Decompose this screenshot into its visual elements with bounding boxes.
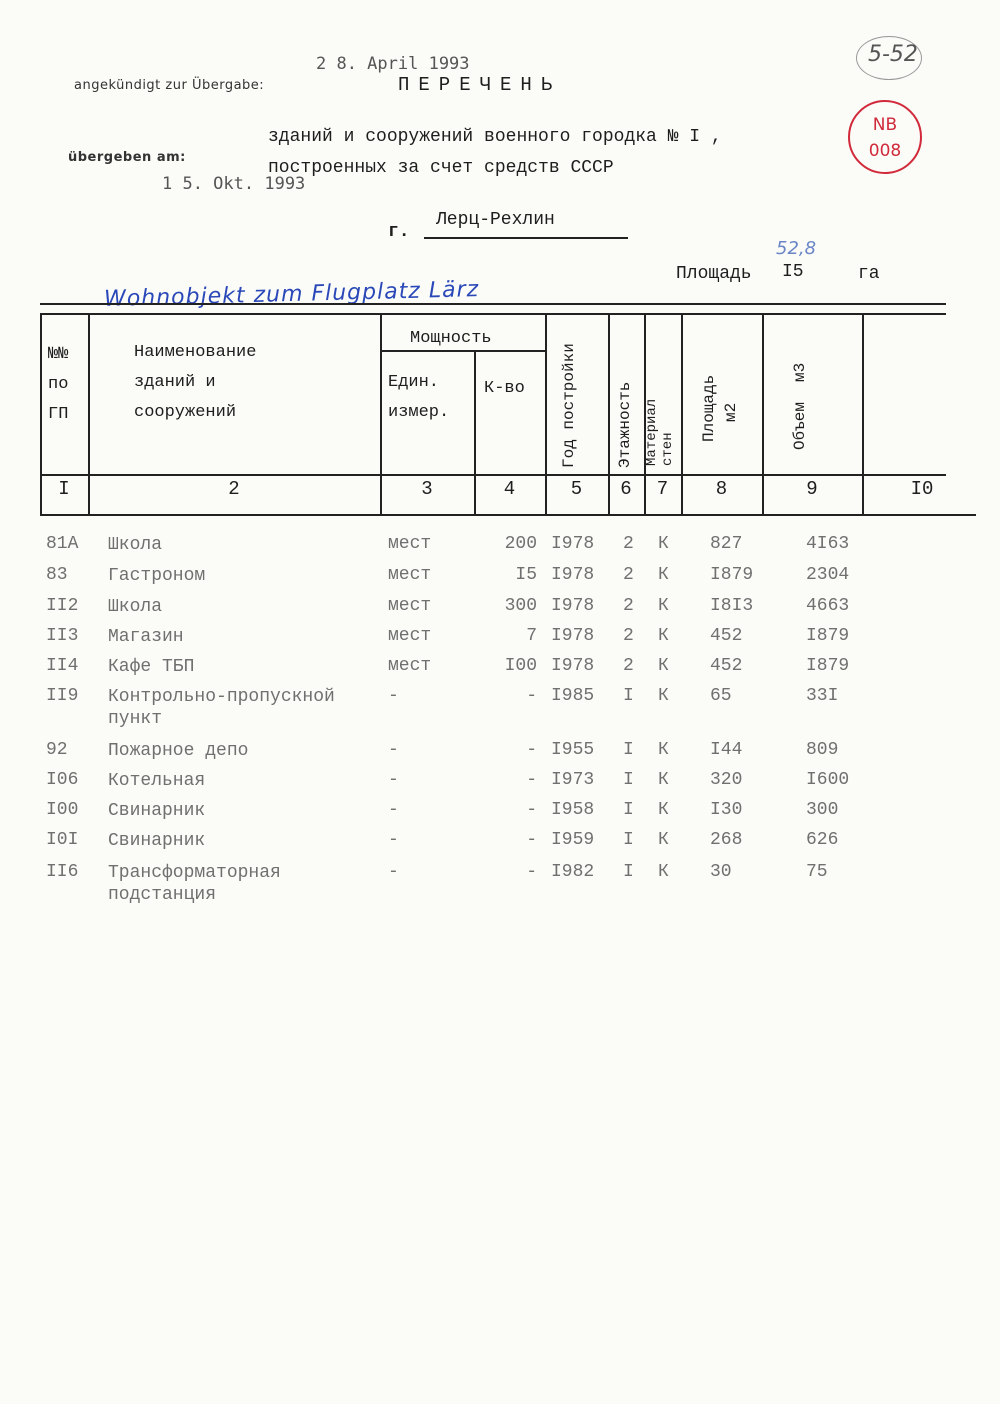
- cell-unit: -: [388, 862, 399, 882]
- cell-unit: мест: [388, 596, 432, 616]
- cell-mat: К: [658, 565, 669, 585]
- cell-mat: К: [658, 534, 669, 554]
- cell-unit: мест: [388, 656, 432, 676]
- cell-year: I959: [551, 830, 595, 850]
- cell-mat: К: [658, 862, 669, 882]
- handed-label: übergeben am:: [68, 150, 186, 165]
- cell-volume: 33I: [806, 686, 839, 706]
- cell-year: I982: [551, 862, 595, 882]
- cell-volume: I879: [806, 656, 850, 676]
- red-stamp-line2: 008: [868, 141, 902, 161]
- cell-area: I8I3: [710, 596, 754, 616]
- colnum-1: I: [58, 478, 70, 500]
- colnum-3: 3: [421, 478, 433, 500]
- cell-name-line: подстанция: [108, 885, 217, 905]
- cell-no: 81А: [46, 534, 79, 554]
- colnum-7: 7: [656, 478, 669, 500]
- cell-name: [108, 534, 162, 556]
- table-header-bottom: [40, 474, 946, 476]
- cell-qty: -: [526, 830, 537, 850]
- cell-floors: I: [623, 686, 634, 706]
- cell-name-line: Школа: [108, 597, 163, 617]
- cell-name-line: Свинарник: [108, 801, 206, 821]
- cell-floors: I: [623, 800, 634, 820]
- cell-unit: -: [388, 800, 399, 820]
- cell-no: II6: [46, 862, 79, 882]
- cell-year: I978: [551, 534, 595, 554]
- cell-mat: К: [658, 830, 669, 850]
- cell-volume: I879: [806, 626, 850, 646]
- document-title: ПЕРЕЧЕНЬ: [398, 74, 562, 96]
- header-col8: Площадь м2: [700, 374, 740, 442]
- announced-label: angekündigt zur Übergabe:: [74, 78, 265, 93]
- cell-qty: 200: [504, 534, 537, 554]
- cell-no: 83: [46, 565, 68, 585]
- cell-unit: -: [388, 770, 399, 790]
- table-top-line-2: [40, 313, 946, 315]
- cell-no: 92: [46, 740, 68, 760]
- cell-area: 30: [710, 862, 732, 882]
- cell-name: [108, 770, 205, 792]
- area-value: I5: [782, 262, 804, 282]
- colnum-9: 9: [806, 478, 818, 500]
- cell-name: [108, 800, 205, 822]
- cell-volume: 4I63: [806, 534, 850, 554]
- cell-mat: К: [658, 800, 669, 820]
- cell-qty: I5: [515, 565, 537, 585]
- cell-mat: К: [658, 656, 669, 676]
- cell-floors: I: [623, 770, 634, 790]
- header-col6: Этажность: [616, 381, 634, 468]
- cell-floors: I: [623, 830, 634, 850]
- cell-mat: К: [658, 686, 669, 706]
- cell-qty: -: [526, 770, 537, 790]
- cell-unit: -: [388, 830, 399, 850]
- area-unit: га: [858, 264, 880, 284]
- table-top-line: [40, 303, 946, 305]
- cell-volume: 4663: [806, 596, 850, 616]
- cell-floors: 2: [623, 656, 634, 676]
- cell-area: I44: [710, 740, 743, 760]
- cell-no: I0I: [46, 830, 79, 850]
- header-capacity: Мощность: [410, 329, 492, 348]
- city-underline: [424, 237, 628, 239]
- cell-qty: -: [526, 686, 537, 706]
- cell-name: [108, 596, 162, 618]
- area-handwritten: 52,8: [776, 238, 817, 259]
- cell-name-line: Кафе ТБП: [108, 657, 195, 677]
- cell-name: [108, 686, 335, 730]
- cell-volume: 300: [806, 800, 839, 820]
- city-prefix: г.: [388, 222, 410, 242]
- cell-mat: К: [658, 596, 669, 616]
- cell-no: I06: [46, 770, 79, 790]
- cell-year: I955: [551, 740, 595, 760]
- cell-volume: I600: [806, 770, 850, 790]
- cell-qty: -: [526, 800, 537, 820]
- colnum-4: 4: [503, 478, 516, 500]
- cell-volume: 75: [806, 862, 828, 882]
- cell-qty: -: [526, 862, 537, 882]
- header-col1: №№ по ГП: [48, 345, 69, 424]
- cell-no: II3: [46, 626, 79, 646]
- header-col5: Год постройки: [560, 343, 578, 468]
- cell-name-line: Свинарник: [108, 831, 206, 851]
- cell-name-line: Магазин: [108, 627, 184, 647]
- red-stamp-line1: NB: [872, 115, 898, 135]
- cell-year: I985: [551, 686, 595, 706]
- red-archive-stamp: [848, 100, 922, 174]
- cell-mat: К: [658, 626, 669, 646]
- announced-date: 2 8. April 1993: [316, 54, 470, 74]
- cell-year: I978: [551, 626, 595, 646]
- cell-name: [108, 565, 205, 587]
- colnum-10: I0: [910, 478, 934, 500]
- cell-volume: 809: [806, 740, 839, 760]
- cell-year: I958: [551, 800, 595, 820]
- cell-unit: -: [388, 686, 399, 706]
- cell-area: I879: [710, 565, 754, 585]
- cell-name-line: Гастроном: [108, 566, 206, 586]
- cell-name: [108, 740, 248, 762]
- cell-area: 65: [710, 686, 732, 706]
- cell-year: I978: [551, 565, 595, 585]
- cell-qty: I00: [504, 656, 537, 676]
- area-label: Площадь: [676, 264, 752, 284]
- cell-qty: -: [526, 740, 537, 760]
- cell-qty: 300: [504, 596, 537, 616]
- cell-year: I978: [551, 596, 595, 616]
- table-numbers-bottom: [40, 514, 976, 516]
- colnum-2: 2: [228, 478, 240, 500]
- colnum-5: 5: [570, 478, 583, 500]
- cell-mat: К: [658, 740, 669, 760]
- city-name: Лерц-Рехлин: [436, 210, 555, 230]
- cell-area: 452: [710, 656, 743, 676]
- subtitle-line1: зданий и сооружений военного городка № I ,: [268, 127, 722, 147]
- cell-year: I973: [551, 770, 595, 790]
- cell-floors: 2: [623, 565, 634, 585]
- cell-floors: 2: [623, 626, 634, 646]
- cell-no: I00: [46, 800, 79, 820]
- archive-number: 5-52: [868, 42, 918, 67]
- cell-name-line: пункт: [108, 709, 163, 729]
- cell-area: 452: [710, 626, 743, 646]
- cell-name-line: Котельная: [108, 771, 206, 791]
- cell-name: [108, 830, 205, 852]
- header-col9: Объемм3: [791, 362, 809, 450]
- cell-name-line: Школа: [108, 535, 163, 555]
- cell-no: II9: [46, 686, 79, 706]
- cell-area: I30: [710, 800, 743, 820]
- handed-date: 1 5. Okt. 1993: [162, 174, 306, 194]
- header-col4: К-во: [484, 379, 525, 398]
- cell-no: II4: [46, 656, 79, 676]
- handwritten-note: Wohnobjekt zum Flugplatz Lärz: [103, 277, 480, 312]
- cell-name: [108, 862, 281, 906]
- colnum-6: 6: [620, 478, 632, 500]
- cell-area: 827: [710, 534, 743, 554]
- cell-name-line: Трансформаторная: [108, 863, 281, 883]
- cell-mat: К: [658, 770, 669, 790]
- cell-floors: 2: [623, 534, 634, 554]
- subtitle-line2: построенных за счет средств СССР: [268, 158, 614, 178]
- header-col3: Един. измер.: [388, 373, 450, 422]
- cell-no: II2: [46, 596, 79, 616]
- cell-name: [108, 656, 194, 678]
- cell-name: [108, 626, 184, 648]
- cell-unit: мест: [388, 626, 432, 646]
- cell-volume: 2304: [806, 565, 850, 585]
- header-col7: Материал стен: [644, 398, 676, 466]
- header-col2: Наименование зданий и сооружений: [134, 343, 257, 422]
- cell-area: 320: [710, 770, 743, 790]
- cell-name-line: Контрольно-пропускной: [108, 687, 335, 707]
- cell-floors: I: [623, 740, 634, 760]
- cell-year: I978: [551, 656, 595, 676]
- cell-unit: мест: [388, 565, 432, 585]
- cell-area: 268: [710, 830, 743, 850]
- cell-qty: 7: [526, 626, 537, 646]
- cell-floors: I: [623, 862, 634, 882]
- cell-unit: мест: [388, 534, 432, 554]
- cell-name-line: Пожарное депо: [108, 741, 249, 761]
- colnum-8: 8: [715, 478, 728, 500]
- cell-floors: 2: [623, 596, 634, 616]
- cell-volume: 626: [806, 830, 839, 850]
- cell-unit: -: [388, 740, 399, 760]
